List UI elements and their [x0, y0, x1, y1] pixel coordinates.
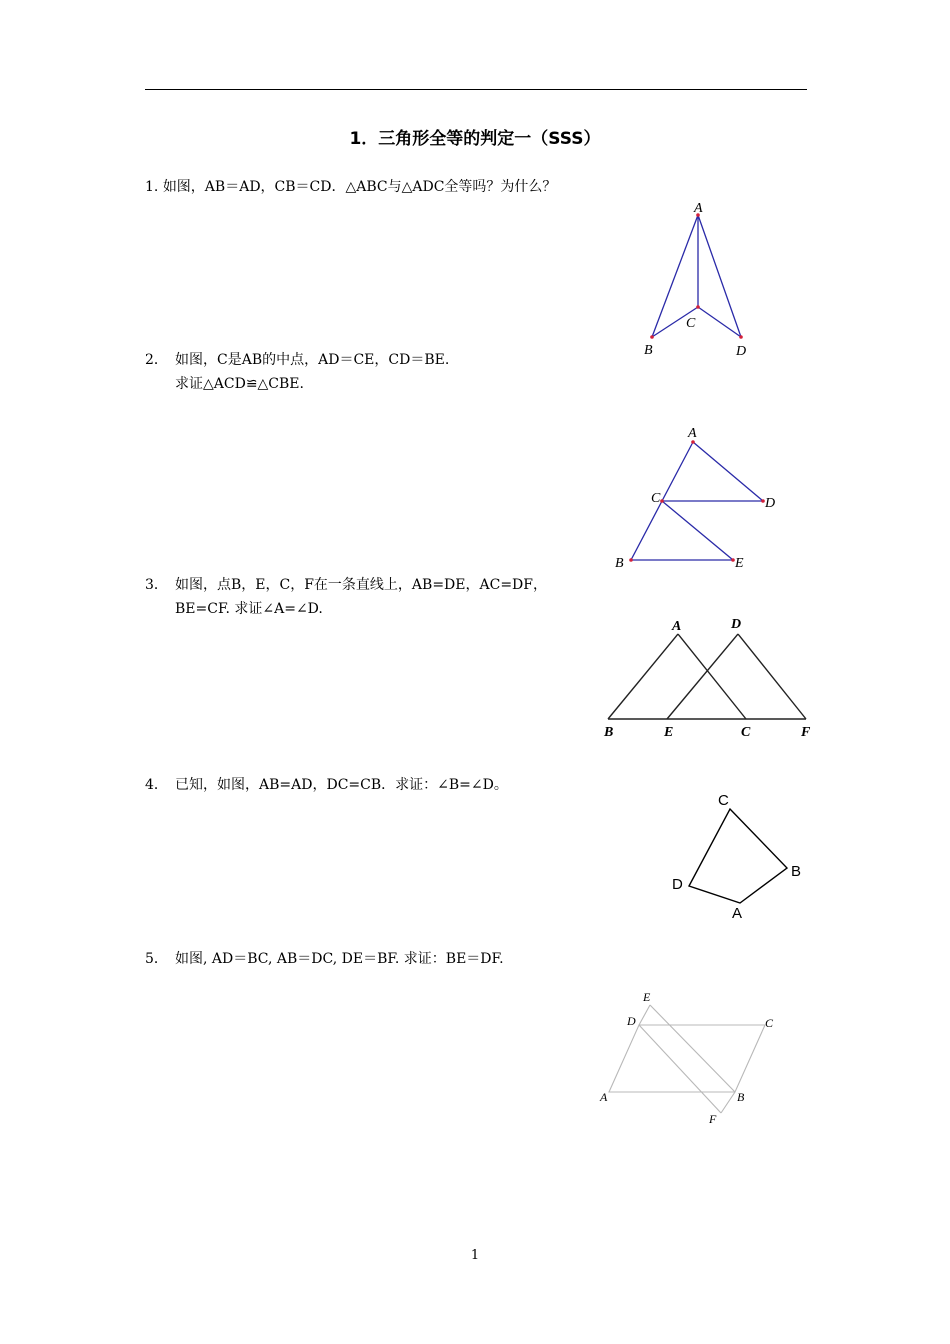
- question-4: [145, 773, 508, 797]
- page-title: 1．三角形全等的判定一（SSS）: [349, 129, 601, 149]
- figure-2: [605, 420, 805, 580]
- fig3-label-A: A: [672, 619, 682, 634]
- fig1-label-C: C: [686, 316, 696, 331]
- fig1-label-D: D: [736, 344, 747, 359]
- question-5-number: 5．: [145, 951, 168, 967]
- fig2-label-B: B: [615, 556, 624, 571]
- question-2-text-line2: 求证△ACD≌△CBE.: [175, 376, 304, 392]
- question-3-text: 如图，点B，E，C，F在一条直线上，AB=DE，AC=DF，: [175, 577, 547, 593]
- question-1: [145, 175, 556, 199]
- question-5: [145, 947, 504, 971]
- fig5-label-E: E: [643, 990, 651, 1004]
- fig2-label-C: C: [651, 491, 661, 506]
- question-2-text: 如图，C是AB的中点，AD＝CE，CD＝BE.: [175, 352, 450, 368]
- fig5-label-D: D: [627, 1014, 636, 1028]
- question-1-text: 如图，AB＝AD，CB＝CD．△ABC与△ADC全等吗？为什么？: [162, 179, 557, 195]
- figure-4: [660, 788, 810, 928]
- question-2-number: 2．: [145, 352, 168, 368]
- fig5-label-C: C: [765, 1016, 774, 1030]
- figure-5: [595, 985, 785, 1130]
- fig3-label-E: E: [664, 725, 674, 740]
- question-2: [145, 348, 449, 396]
- fig2-label-E: E: [735, 556, 744, 571]
- question-5-text: 如图, AD＝BC, AB＝DC, DE＝BF. 求证：BE＝DF.: [175, 951, 504, 967]
- fig4-label-C: C: [718, 792, 729, 809]
- fig4-label-D: D: [672, 876, 683, 893]
- fig3-label-F: F: [801, 725, 811, 740]
- fig3-label-D: D: [731, 617, 742, 632]
- question-1-number: 1.: [145, 179, 159, 195]
- fig1-label-A: A: [694, 201, 703, 216]
- fig4-label-A: A: [732, 905, 743, 922]
- fig1-label-B: B: [644, 343, 653, 358]
- header-rule: [145, 89, 807, 90]
- fig3-label-C: C: [741, 725, 751, 740]
- fig3-label-B: B: [604, 725, 614, 740]
- fig5-label-F: F: [709, 1112, 717, 1126]
- question-4-number: 4．: [145, 777, 168, 793]
- fig5-label-B: B: [737, 1090, 745, 1104]
- fig2-label-D: D: [765, 496, 776, 511]
- question-3-number: 3．: [145, 577, 168, 593]
- figure-3: [600, 612, 825, 747]
- fig5-label-A: A: [600, 1090, 608, 1104]
- fig4-label-B: B: [791, 863, 802, 880]
- question-3: [145, 573, 547, 621]
- page-number: 1: [470, 1248, 480, 1263]
- fig2-label-A: A: [688, 426, 697, 441]
- question-4-text: 已知，如图，AB=AD，DC=CB．求证：∠B=∠D。: [175, 777, 508, 793]
- question-3-text-line2: BE=CF. 求证∠A=∠D.: [175, 601, 323, 617]
- figure-1: [630, 195, 780, 365]
